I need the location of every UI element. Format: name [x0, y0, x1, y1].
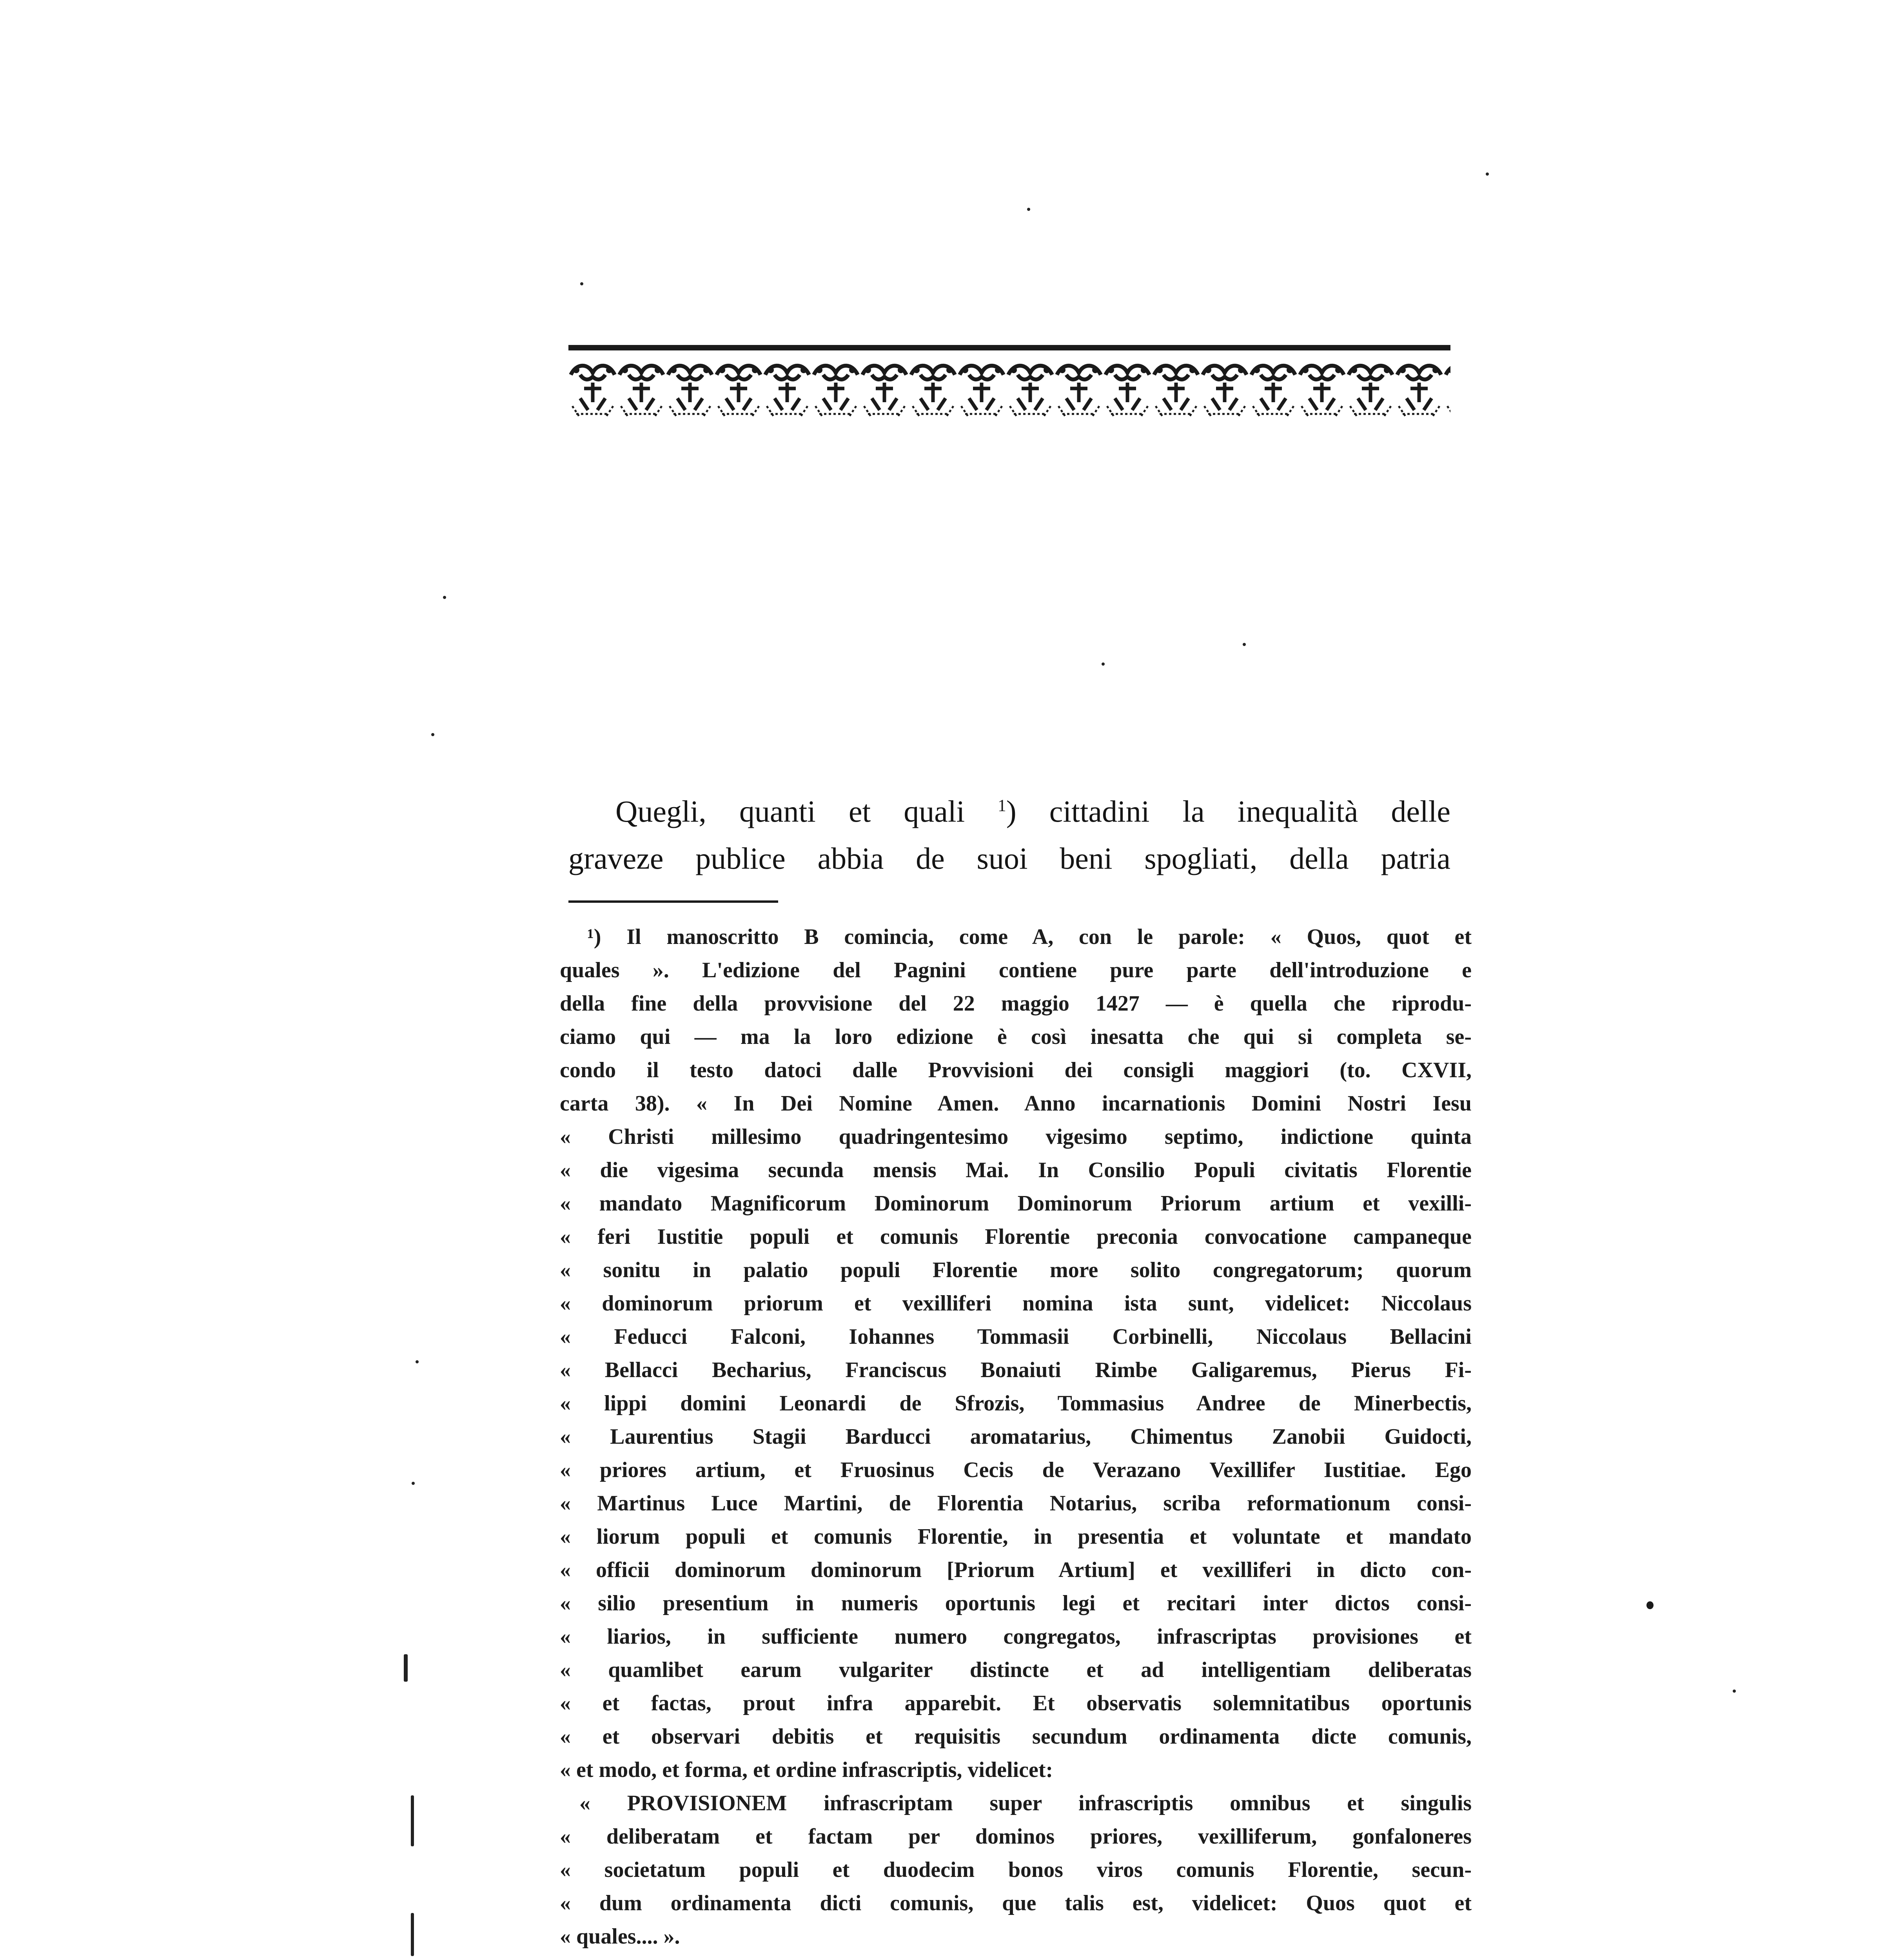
footnote-line: della fine della provvisione del 22 maggio 1427 — è quella che riprodu- [560, 991, 1472, 1016]
footnote-line: « Bellacci Becharius, Franciscus Bonaiuti Rimbe Galigaremus, Pierus Fi- [560, 1358, 1472, 1382]
ornament-pattern-icon [568, 359, 1450, 426]
footnote-line: condo il testo datoci dalle Provvisioni dei consigli maggiori (to. CXVII, [560, 1058, 1472, 1082]
print-speck [1486, 172, 1489, 176]
footnote-line: « quales.... ». [560, 1924, 680, 1949]
footnote-line: « et modo, et forma, et ordine infrascriptis, videlicet: [560, 1758, 1053, 1782]
footnote-line: « Feducci Falconi, Iohannes Tommasii Corbinelli, Niccolaus Bellacini [560, 1325, 1472, 1349]
footnote-line: « Christi millesimo quadringentesimo vigesimo septimo, indictione quinta [560, 1125, 1472, 1149]
footnote-line: ciamo qui — ma la loro edizione è così inesatta che qui si completa se- [560, 1025, 1472, 1049]
decorative-header-band [568, 345, 1450, 435]
print-speck [443, 596, 446, 599]
footnote-line: quales ». L'edizione del Pagnini contiene pure parte dell'introduzione e [560, 958, 1472, 982]
ink-dot [1646, 1601, 1654, 1609]
print-speck [1027, 208, 1030, 211]
footnote-line: « PROVISIONEM infrascriptam super infrascriptis omnibus et singulis [579, 1791, 1472, 1815]
footnote-line: « Martinus Luce Martini, de Florentia Notarius, scriba reformationum consi- [560, 1491, 1472, 1515]
print-speck [1243, 643, 1246, 646]
footnote-line: « deliberatam et factam per dominos priores, vexilliferum, gonfaloneres [560, 1824, 1472, 1849]
footnote-block [560, 920, 1472, 1953]
footnote-line: « officii dominorum dominorum [Priorum Artium] et vexilliferi in dicto con- [560, 1558, 1472, 1582]
footnote-line: « liorum populi et comunis Florentie, in presentia et voluntate et mandato [560, 1524, 1472, 1549]
main-text-line: graveze publice abbia de suoi beni spogliati, della patria [568, 841, 1450, 875]
print-speck [416, 1360, 419, 1363]
footnote-line: « priores artium, et Fruosinus Cecis de Verazano Vexillifer Iustitiae. Ego [560, 1458, 1472, 1482]
main-text-block [568, 788, 1450, 882]
main-text-segment: Quegli, quanti et quali [615, 794, 965, 828]
footnote-line: ¹) Il manoscritto B comincia, come A, con le parole: « Quos, quot et [587, 925, 1472, 949]
print-speck [412, 1482, 415, 1485]
footnote-line: « dum ordinamenta dicti comunis, que talis est, videlicet: Quos quot et [560, 1891, 1472, 1915]
print-speck [404, 1654, 408, 1682]
footnote-line: « dominorum priorum et vexilliferi nomina ista sunt, videlicet: Niccolaus [560, 1291, 1472, 1316]
print-speck [431, 733, 434, 736]
footnote-line: « sonitu in palatio populi Florentie more solito congregatorum; quorum [560, 1258, 1472, 1282]
footnote-line: « quamlibet earum vulgariter distincte et ad intelligentiam deliberatas [560, 1658, 1472, 1682]
print-speck [411, 1913, 414, 1956]
footnote-line: « die vigesima secunda mensis Mai. In Consilio Populi civitatis Florentie [560, 1158, 1472, 1182]
print-speck [1102, 662, 1105, 666]
footnote-line: « feri Iustitie populi et comunis Florentie preconia convocatione campaneque [560, 1225, 1472, 1249]
footnote-reference[interactable]: 1 [998, 797, 1006, 815]
footnote-line: « mandato Magnificorum Dominorum Dominorum Priorum artium et vexilli- [560, 1191, 1472, 1216]
main-text-line [568, 788, 1450, 835]
footnote-line: « lippi domini Leonardi de Sfrozis, Tommasius Andree de Minerbectis, [560, 1391, 1472, 1416]
footnote-line: carta 38). « In Dei Nomine Amen. Anno incarnationis Domini Nostri Iesu [560, 1091, 1472, 1116]
footnote-line: « et factas, prout infra apparebit. Et observatis solemnitatibus oportunis [560, 1691, 1472, 1715]
footnote-line: « societatum populi et duodecim bonos viros comunis Florentie, secun- [560, 1858, 1472, 1882]
print-speck [1733, 1690, 1736, 1693]
print-speck [411, 1795, 414, 1846]
footnote-line: « silio presentium in numeris oportunis legi et recitari inter dictos consi- [560, 1591, 1472, 1615]
footnote-line: « et observari debitis et requisitis secundum ordinamenta dicte comunis, [560, 1724, 1472, 1749]
footnote-separator [568, 900, 778, 903]
footnote-line: « Laurentius Stagii Barducci aromatarius, Chimentus Zanobii Guidocti, [560, 1425, 1472, 1449]
header-rule [568, 345, 1450, 350]
main-text-segment: ) cittadini la inequalità delle [1006, 794, 1451, 828]
footnote-line: « liarios, in sufficiente numero congregatos, infrascriptas provisiones et [560, 1624, 1472, 1649]
print-speck [580, 282, 583, 285]
